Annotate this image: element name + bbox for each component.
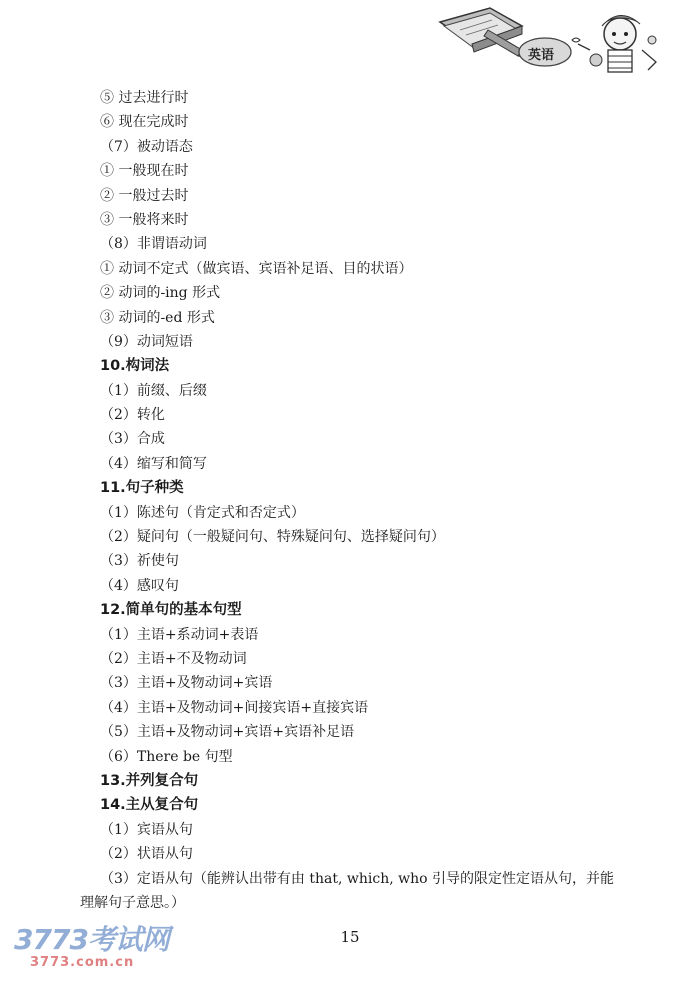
section-heading: 12.简单句的基本句型 [100,602,242,619]
list-item: （2）状语从句 [100,846,193,863]
section-heading: 10.构词法 [100,358,170,375]
list-item: ⑥ 现在完成时 [100,114,189,131]
list-item: （3）合成 [100,431,165,448]
watermark-logo: 3773考试网 [14,923,169,956]
list-item: ① 动词不定式（做宾语、宾语补足语、目的状语） [100,260,413,277]
list-item: （9）动词短语 [100,333,193,350]
list-item: ② 动词的-ing 形式 [100,285,221,302]
list-item: （1）主语+系动词+表语 [100,626,259,643]
section-heading: 14.主从复合句 [100,797,199,814]
list-item: （2）疑问句（一般疑问句、特殊疑问句、选择疑问句） [100,529,445,546]
header-illustration [430,0,690,82]
list-item: （4）主语+及物动词+间接宾语+直接宾语 [100,699,369,716]
list-item: （1）前缀、后缀 [100,382,207,399]
list-item: （4）缩写和简写 [100,455,207,472]
list-item: （8）非谓语动词 [100,236,207,253]
section-heading: 11.句子种类 [100,480,184,497]
subject-label: 英语 [528,48,555,63]
list-item: （1）宾语从句 [100,821,193,838]
list-item: （7）被动语态 [100,138,193,155]
list-item: （2）主语+不及物动词 [100,650,247,667]
list-item: ⑤ 过去进行时 [100,90,189,106]
list-item: （6）There be 句型 [100,748,233,765]
document-body [80,86,640,915]
cartoon-boy-icon [572,15,656,72]
list-item: （3）主语+及物动词+宾语 [100,675,273,692]
page-number: 15 [340,928,360,946]
paragraph-line: 理解句子意思。） [80,894,185,911]
list-item: （5）主语+及物动词+宾语+宾语补足语 [100,724,355,741]
list-item: ③ 动词的-ed 形式 [100,309,215,326]
list-item: （1）陈述句（肯定式和否定式） [100,504,305,521]
paragraph-line: （3）定语从句（能辨认出带有由 that, which, who 引导的限定性定语从句，并能 [100,870,614,887]
list-item: ② 一般过去时 [100,187,189,204]
list-item: （2）转化 [100,407,165,424]
list-item: ③ 一般将来时 [100,211,189,228]
watermark-url: 3773.com.cn [30,955,135,970]
list-item: （4）感叹句 [100,577,179,594]
list-item: （3）祈使句 [100,553,179,570]
section-heading: 13.并列复合句 [100,772,199,789]
list-item: ① 一般现在时 [100,163,189,180]
